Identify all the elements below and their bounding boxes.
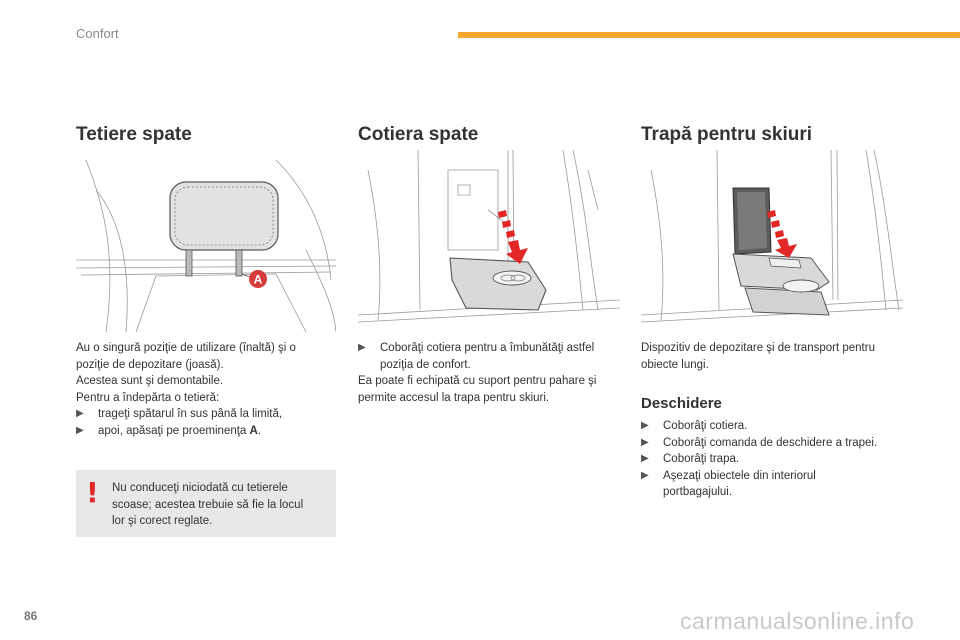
headrest-line: Acestea sunt şi demontabile.: [76, 375, 224, 387]
headrest-line: Pentru a îndepărta o tetieră:: [76, 391, 220, 404]
bullet-text: Coborâţi comanda de deschidere a trapei.: [663, 436, 878, 449]
armrest-drawing: [358, 150, 620, 332]
down-arrow-icon: [498, 210, 528, 264]
armrest-title: Cotiera spate: [358, 124, 479, 145]
bullet-text: poziţia de confort.: [380, 358, 471, 371]
armrest-line: Ea poate fi echipată cu suport pentru pahare şi: [358, 375, 597, 387]
headrest-drawing: [76, 150, 336, 332]
headrest-line: Au o singură poziţie de utilizare (înaltă) şi o: [76, 342, 296, 354]
opening-step: [641, 451, 903, 468]
header-accent-bar: [458, 32, 960, 38]
warning-text: [112, 480, 330, 530]
arrow-bullet-icon: ▶: [76, 408, 84, 419]
headrest-body: [76, 340, 338, 439]
warning-line: lor şi corect reglate.: [112, 515, 213, 527]
arrow-bullet-icon: ▶: [641, 436, 649, 448]
bullet-text: apoi, apăsaţi pe proeminenţa: [98, 424, 250, 437]
ski-hatch-line: obiecte lungi.: [641, 358, 709, 371]
opening-subtitle: Deschidere: [641, 395, 722, 412]
arrow-bullet-icon: ▶: [641, 469, 649, 481]
page-number: 86: [24, 609, 38, 623]
bullet-text: trageţi spătarul în sus până la limită,: [98, 408, 283, 420]
bullet-text: Aşezaţi obiectele din interiorul: [663, 469, 816, 482]
opening-step: [641, 468, 903, 501]
warning-line: scoase; acestea trebuie să fie la locul: [112, 498, 304, 511]
bullet-text: Coborâţi cotiera.: [663, 420, 748, 432]
ski-hatch-illustration: [641, 150, 903, 332]
bullet-text: Coborâţi trapa.: [663, 453, 740, 465]
armrest-body: [358, 340, 620, 406]
bullet-bold-letter: A: [249, 424, 258, 437]
ski-hatch-title: Trapă pentru skiuri: [641, 124, 813, 145]
arrow-bullet-icon: ▶: [641, 420, 649, 431]
opening-steps: [641, 418, 903, 501]
warning-line: Nu conduceţi niciodată cu tetierele: [112, 482, 288, 494]
ski-hatch-body: [641, 340, 903, 373]
ski-hatch-line: Dispozitiv de depozitare şi de transport pentru: [641, 342, 875, 354]
opening-step: [641, 435, 903, 452]
arrow-bullet-icon: ▶: [76, 424, 84, 436]
headrest-bullet: [76, 423, 338, 440]
arrow-bullet-icon: ▶: [358, 342, 366, 353]
armrest-line: permite accesul la trapa pentru skiuri.: [358, 391, 550, 404]
armrest-illustration: [358, 150, 620, 332]
headrest-line: poziţie de depozitare (joasă).: [76, 358, 224, 371]
headrest-bullet: [76, 406, 338, 423]
headrest-title: Tetiere spate: [76, 124, 192, 145]
arrow-bullet-icon: ▶: [641, 453, 649, 464]
callout-a-label: A: [253, 272, 263, 287]
warning-exclamation-icon: !: [86, 476, 99, 509]
down-arrow-icon: [767, 210, 797, 258]
ski-hatch-drawing: [641, 150, 903, 332]
bullet-end: .: [257, 424, 262, 437]
warning-box: [76, 470, 336, 537]
section-label: Confort: [76, 26, 119, 41]
bullet-text: Coborâţi cotiera pentru a îmbunătăţi astfel: [380, 342, 595, 354]
bullet-text: portbagajului.: [663, 486, 733, 498]
headrest-illustration: [76, 150, 336, 332]
watermark: carmanualsonline.info: [680, 608, 915, 634]
armrest-bullet: [358, 340, 620, 373]
opening-step: [641, 418, 903, 435]
